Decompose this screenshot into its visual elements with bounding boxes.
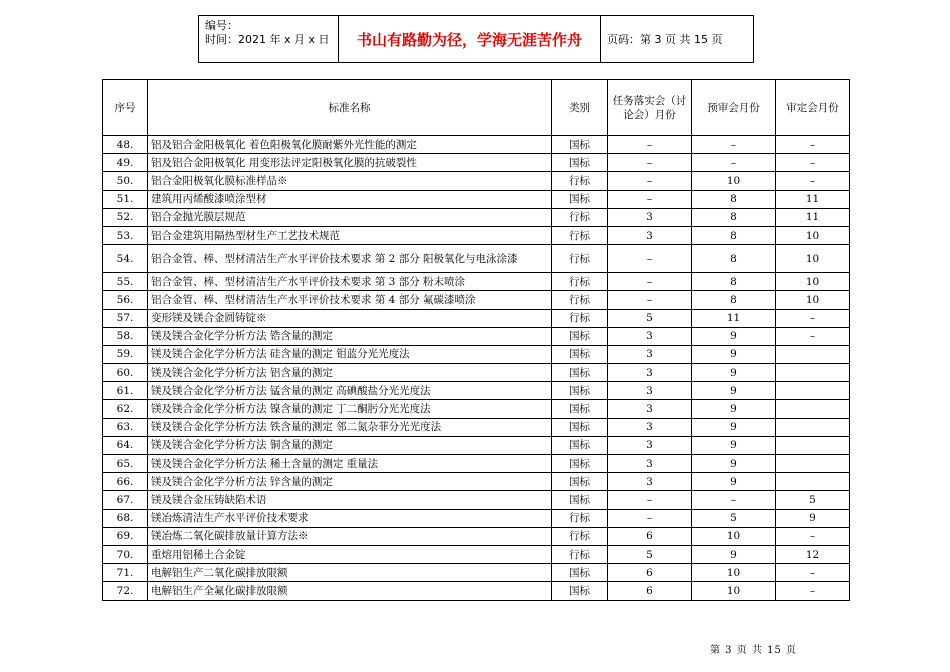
- row-category: 国标: [552, 190, 608, 208]
- row-seq: 50.: [103, 172, 148, 190]
- table-row: [103, 208, 850, 226]
- row-seq: 52.: [103, 208, 148, 226]
- row-name: 铝及铝合金阳极氧化 用变形法评定阳极氧化膜的抗破裂性: [148, 154, 552, 172]
- table-row: [103, 291, 850, 309]
- row-name: 铝合金管、棒、型材清洁生产水平评价技术要求 第 2 部分 阳极氧化与电泳涂漆: [148, 245, 552, 273]
- table-row: [103, 582, 850, 600]
- table-row: [103, 527, 850, 545]
- row-name: 镁及镁合金化学分析方法 锆含量的测定: [148, 327, 552, 345]
- row-seq: 71.: [103, 564, 148, 582]
- row-category: 行标: [552, 172, 608, 190]
- row-task-month: 3: [608, 382, 692, 400]
- row-task-month: 6: [608, 582, 692, 600]
- table-row: [103, 455, 850, 473]
- row-final-month: 11: [776, 190, 850, 208]
- row-seq: 64.: [103, 436, 148, 454]
- table-row: [103, 273, 850, 291]
- table-row: [103, 509, 850, 527]
- row-final-month: 5: [776, 491, 850, 509]
- row-pre-month: 8: [692, 273, 776, 291]
- row-task-month: 6: [608, 527, 692, 545]
- row-final-month: –: [776, 327, 850, 345]
- header-meta: [199, 16, 339, 62]
- table-header-row: [103, 80, 850, 136]
- row-name: 镁及镁合金化学分析方法 稀土含量的测定 重量法: [148, 455, 552, 473]
- row-seq: 58.: [103, 327, 148, 345]
- table-row: [103, 226, 850, 244]
- row-name: 镁及镁合金化学分析方法 铁含量的测定 邻二氮杂菲分光光度法: [148, 418, 552, 436]
- row-pre-month: 9: [692, 473, 776, 491]
- row-pre-month: 9: [692, 400, 776, 418]
- row-name: 铝合金管、棒、型材清洁生产水平评价技术要求 第 4 部分 氟碳漆喷涂: [148, 291, 552, 309]
- row-task-month: 3: [608, 327, 692, 345]
- row-task-month: 3: [608, 364, 692, 382]
- row-pre-month: 10: [692, 564, 776, 582]
- row-task-month: –: [608, 136, 692, 154]
- row-category: 行标: [552, 545, 608, 563]
- row-task-month: 3: [608, 455, 692, 473]
- header-category: 类别: [552, 80, 608, 136]
- row-task-month: 3: [608, 226, 692, 244]
- row-task-month: –: [608, 172, 692, 190]
- row-category: 行标: [552, 226, 608, 244]
- row-seq: 72.: [103, 582, 148, 600]
- row-seq: 59.: [103, 345, 148, 363]
- row-seq: 55.: [103, 273, 148, 291]
- row-seq: 62.: [103, 400, 148, 418]
- table-row: [103, 136, 850, 154]
- table-row: [103, 382, 850, 400]
- row-final-month: [776, 418, 850, 436]
- row-category: 行标: [552, 509, 608, 527]
- row-task-month: –: [608, 509, 692, 527]
- row-task-month: 3: [608, 473, 692, 491]
- row-pre-month: 8: [692, 208, 776, 226]
- row-name: 建筑用丙烯酸漆喷涂型材: [148, 190, 552, 208]
- table-row: [103, 154, 850, 172]
- row-name: 镁及镁合金化学分析方法 铝含量的测定: [148, 364, 552, 382]
- row-final-month: 10: [776, 245, 850, 273]
- row-task-month: 6: [608, 564, 692, 582]
- row-name: 镁冶炼二氧化碳排放量计算方法※: [148, 527, 552, 545]
- header-name: 标准名称: [148, 80, 552, 136]
- row-category: 行标: [552, 208, 608, 226]
- row-name: 铝及铝合金阳极氧化 着色阳极氧化膜耐紫外光性能的测定: [148, 136, 552, 154]
- row-final-month: [776, 364, 850, 382]
- page-footer: 第 3 页 共 15 页: [710, 645, 797, 656]
- row-final-month: [776, 436, 850, 454]
- number-label: 编号：: [205, 19, 238, 32]
- row-category: 国标: [552, 436, 608, 454]
- row-seq: 61.: [103, 382, 148, 400]
- row-final-month: –: [776, 172, 850, 190]
- row-category: 国标: [552, 400, 608, 418]
- row-seq: 56.: [103, 291, 148, 309]
- row-pre-month: 9: [692, 364, 776, 382]
- row-pre-month: 10: [692, 582, 776, 600]
- row-task-month: –: [608, 273, 692, 291]
- row-seq: 66.: [103, 473, 148, 491]
- row-seq: 54.: [103, 245, 148, 273]
- row-final-month: –: [776, 527, 850, 545]
- row-task-month: –: [608, 491, 692, 509]
- row-name: 铝合金管、棒、型材清洁生产水平评价技术要求 第 3 部分 粉末喷涂: [148, 273, 552, 291]
- row-seq: 48.: [103, 136, 148, 154]
- row-category: 行标: [552, 527, 608, 545]
- table-row: [103, 364, 850, 382]
- table-row: [103, 545, 850, 563]
- row-task-month: 3: [608, 400, 692, 418]
- row-final-month: 11: [776, 208, 850, 226]
- row-pre-month: 8: [692, 291, 776, 309]
- row-name: 镁及镁合金化学分析方法 锌含量的测定: [148, 473, 552, 491]
- row-pre-month: 8: [692, 245, 776, 273]
- row-category: 国标: [552, 491, 608, 509]
- row-final-month: [776, 473, 850, 491]
- row-pre-month: 9: [692, 545, 776, 563]
- row-task-month: 5: [608, 545, 692, 563]
- row-category: 行标: [552, 309, 608, 327]
- row-task-month: 5: [608, 309, 692, 327]
- row-pre-month: 9: [692, 436, 776, 454]
- row-seq: 68.: [103, 509, 148, 527]
- table-row: [103, 327, 850, 345]
- row-task-month: –: [608, 291, 692, 309]
- row-final-month: [776, 400, 850, 418]
- row-pre-month: –: [692, 154, 776, 172]
- row-category: 国标: [552, 418, 608, 436]
- row-final-month: –: [776, 136, 850, 154]
- row-name: 镁及镁合金压铸缺陷术语: [148, 491, 552, 509]
- row-final-month: –: [776, 309, 850, 327]
- row-name: 镁冶炼清洁生产水平评价技术要求: [148, 509, 552, 527]
- row-seq: 69.: [103, 527, 148, 545]
- row-name: 电解铝生产二氧化碳排放限额: [148, 564, 552, 582]
- document-header: [198, 15, 754, 63]
- table-row: [103, 418, 850, 436]
- table-row: [103, 309, 850, 327]
- table-row: [103, 172, 850, 190]
- row-name: 铝合金阳极氧化膜标准样品※: [148, 172, 552, 190]
- row-name: 电解铝生产全氟化碳排放限额: [148, 582, 552, 600]
- table-row: [103, 400, 850, 418]
- row-seq: 60.: [103, 364, 148, 382]
- row-pre-month: 9: [692, 455, 776, 473]
- row-category: 国标: [552, 582, 608, 600]
- row-name: 镁及镁合金化学分析方法 镍含量的测定 丁二酮肟分光光度法: [148, 400, 552, 418]
- row-pre-month: –: [692, 491, 776, 509]
- row-category: 行标: [552, 245, 608, 273]
- row-pre-month: 9: [692, 327, 776, 345]
- row-seq: 57.: [103, 309, 148, 327]
- row-task-month: –: [608, 245, 692, 273]
- table-row: [103, 436, 850, 454]
- row-task-month: 3: [608, 418, 692, 436]
- row-category: 国标: [552, 382, 608, 400]
- time-label: 时间：2021 年 x 月 x 日: [205, 33, 330, 46]
- row-final-month: –: [776, 154, 850, 172]
- row-seq: 49.: [103, 154, 148, 172]
- row-pre-month: 9: [692, 418, 776, 436]
- row-pre-month: 8: [692, 226, 776, 244]
- row-pre-month: 9: [692, 345, 776, 363]
- row-category: 国标: [552, 136, 608, 154]
- row-pre-month: 11: [692, 309, 776, 327]
- header-motto: 书山有路勤为径，学海无涯苦作舟: [339, 16, 601, 62]
- row-pre-month: –: [692, 136, 776, 154]
- row-pre-month: 10: [692, 172, 776, 190]
- row-name: 重熔用铝稀土合金锭: [148, 545, 552, 563]
- row-final-month: [776, 345, 850, 363]
- table-row: [103, 473, 850, 491]
- row-task-month: 3: [608, 436, 692, 454]
- row-name: 镁及镁合金化学分析方法 锰含量的测定 高碘酸盐分光光度法: [148, 382, 552, 400]
- row-name: 镁及镁合金化学分析方法 铜含量的测定: [148, 436, 552, 454]
- header-final-month: 审定会月份: [776, 80, 850, 136]
- row-name: 镁及镁合金化学分析方法 硅含量的测定 钼蓝分光光度法: [148, 345, 552, 363]
- table-row: [103, 491, 850, 509]
- row-category: 国标: [552, 473, 608, 491]
- row-task-month: –: [608, 190, 692, 208]
- row-pre-month: 9: [692, 382, 776, 400]
- row-final-month: [776, 455, 850, 473]
- row-category: 国标: [552, 327, 608, 345]
- row-category: 国标: [552, 564, 608, 582]
- header-task-month: 任务落实会（讨论会）月份: [608, 80, 692, 136]
- row-seq: 63.: [103, 418, 148, 436]
- row-pre-month: 10: [692, 527, 776, 545]
- row-final-month: 10: [776, 291, 850, 309]
- header-seq: 序号: [103, 80, 148, 136]
- row-seq: 67.: [103, 491, 148, 509]
- row-category: 国标: [552, 455, 608, 473]
- row-seq: 53.: [103, 226, 148, 244]
- row-final-month: [776, 382, 850, 400]
- header-pre-month: 预审会月份: [692, 80, 776, 136]
- row-category: 国标: [552, 364, 608, 382]
- row-category: 行标: [552, 273, 608, 291]
- row-task-month: 3: [608, 208, 692, 226]
- row-category: 行标: [552, 291, 608, 309]
- row-final-month: –: [776, 582, 850, 600]
- table-row: [103, 245, 850, 273]
- row-task-month: –: [608, 154, 692, 172]
- row-pre-month: 8: [692, 190, 776, 208]
- standards-table: [102, 79, 850, 601]
- row-seq: 70.: [103, 545, 148, 563]
- row-name: 铝合金建筑用隔热型材生产工艺技术规范: [148, 226, 552, 244]
- table-row: [103, 190, 850, 208]
- row-pre-month: 5: [692, 509, 776, 527]
- row-final-month: 10: [776, 226, 850, 244]
- row-name: 铝合金抛光膜层规范: [148, 208, 552, 226]
- table-row: [103, 345, 850, 363]
- row-seq: 51.: [103, 190, 148, 208]
- row-final-month: 10: [776, 273, 850, 291]
- row-final-month: 9: [776, 509, 850, 527]
- row-category: 国标: [552, 154, 608, 172]
- row-final-month: –: [776, 564, 850, 582]
- row-category: 国标: [552, 345, 608, 363]
- table-body: [103, 136, 850, 601]
- header-page-label: 页码：第 3 页 共 15 页: [607, 33, 723, 46]
- row-task-month: 3: [608, 345, 692, 363]
- row-seq: 65.: [103, 455, 148, 473]
- row-final-month: 12: [776, 545, 850, 563]
- table-row: [103, 564, 850, 582]
- row-name: 变形镁及镁合金圆铸锭※: [148, 309, 552, 327]
